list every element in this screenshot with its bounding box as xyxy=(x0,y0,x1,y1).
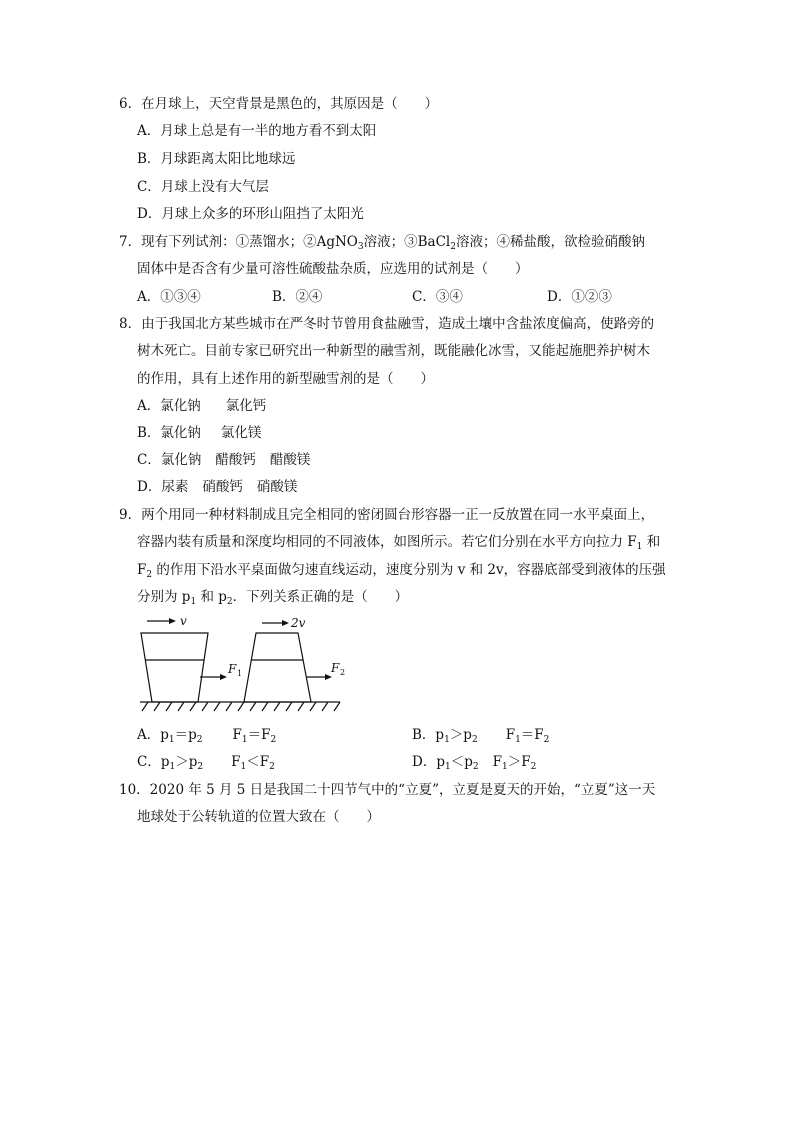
q9-text-part: 的作用下沿水平桌面做匀速直线运动，速度分别为 v 和 2v，容器底部受到液体的压强 xyxy=(152,562,666,578)
left-container xyxy=(141,633,208,702)
q7-option-b: B．②④ xyxy=(272,289,323,305)
option-subscript: 1 xyxy=(240,762,247,772)
option-letter: C． xyxy=(137,452,161,468)
q9-text-part: 和 xyxy=(642,534,661,550)
question-7-line1 xyxy=(119,233,645,251)
q9-option-a xyxy=(137,726,276,744)
q9-text-part: 和 p xyxy=(196,589,227,605)
option-subscript: 1 xyxy=(444,762,451,772)
question-9-line1: 9．两个用同一种材料制成且完全相同的密闭圆台形容器一正一反放置在同一水平桌面上， xyxy=(119,507,655,523)
option-item: 硝酸镁 xyxy=(256,479,298,495)
q7-subscript: 2 xyxy=(450,242,456,252)
question-9-line2 xyxy=(137,533,660,551)
question-6-stem: 6．在月球上，天空背景是黑色的，其原因是（ ） xyxy=(119,96,439,112)
option-subscript: 2 xyxy=(471,735,478,745)
question-8-line2: 树木死亡。目前专家已研究出一种新型的融雪剂，既能融化冰雪，又能起施肥养护树木 xyxy=(137,343,650,359)
q7-text-part: 溶液；③BaCl xyxy=(363,234,451,250)
option-subscript: 1 xyxy=(241,735,248,745)
option-text: ＞p xyxy=(175,754,198,770)
option-text: ＞F xyxy=(507,754,531,770)
option-subscript: 2 xyxy=(530,762,537,772)
q6-option-c: C．月球上没有大气层 xyxy=(137,179,269,195)
q8-option-a xyxy=(137,397,266,415)
label-f1: F xyxy=(228,662,237,676)
option-text: ＞p xyxy=(449,727,472,743)
option-item: 氯化钠 xyxy=(160,425,201,441)
option-subscript: 2 xyxy=(196,735,203,745)
q9-subscript: 2 xyxy=(226,597,233,607)
option-subscript: 1 xyxy=(515,735,521,745)
option-subscript: 2 xyxy=(270,735,277,745)
option-subscript: 1 xyxy=(444,735,450,745)
q6-option-a: A．月球上总是有一半的地方看不到太阳 xyxy=(137,123,377,139)
q9-option-c xyxy=(137,753,275,771)
q9-text-part: ．下列关系正确的是（ ） xyxy=(232,589,409,605)
q7-text-part: 溶液；④稀盐酸，欲检验硝酸钠 xyxy=(455,234,645,250)
option-item: 醋酸镁 xyxy=(269,452,311,468)
option-text: ＝F xyxy=(247,727,271,743)
option-item: 尿素 xyxy=(161,479,189,495)
q6-option-d: D．月球上众多的环形山阻挡了太阳光 xyxy=(137,206,364,222)
question-7-line2: 固体中是否含有少量可溶性硫酸盐杂质，应选用的试剂是（ ） xyxy=(137,261,529,277)
option-subscript: 1 xyxy=(501,762,508,772)
option-subscript: 1 xyxy=(169,762,176,772)
label-f1-sub: 1 xyxy=(237,669,243,678)
q9-option-d xyxy=(412,753,536,771)
q8-option-b xyxy=(137,424,261,442)
option-text: C．p xyxy=(137,754,170,770)
question-8-line3: 的作用，具有上述作用的新型融雪剂的是（ ） xyxy=(137,371,434,387)
option-letter: D． xyxy=(137,479,162,495)
q9-option-b xyxy=(412,726,549,744)
option-letter: B． xyxy=(137,425,161,441)
option-subscript: 2 xyxy=(472,762,479,772)
option-text: F xyxy=(492,754,502,770)
option-item: 氯化镁 xyxy=(220,425,262,441)
option-subscript: 2 xyxy=(197,762,204,772)
q7-text-part: 7．现有下列试剂：①蒸馏水；②AgNO xyxy=(119,234,358,250)
label-v: v xyxy=(180,614,187,628)
option-text: A．p xyxy=(137,727,169,743)
option-subscript: 2 xyxy=(269,762,275,772)
q9-subscript: 1 xyxy=(190,597,197,607)
label-f2-sub: 2 xyxy=(340,668,346,677)
two-containers-figure xyxy=(140,613,350,718)
option-text: ＜F xyxy=(246,754,270,770)
option-letter: A． xyxy=(137,398,161,414)
option-item: 醋酸钙 xyxy=(215,452,256,468)
q7-option-d: D．①②③ xyxy=(547,289,612,305)
q9-text-part: 容器内装有质量和深度均相同的不同液体，如图所示。若它们分别在水平方向拉力 F xyxy=(137,534,637,550)
q8-option-c xyxy=(137,451,310,469)
q7-option-a: A．①③④ xyxy=(137,289,201,305)
option-text: D．p xyxy=(412,754,445,770)
option-item: 氯化钠 xyxy=(160,398,201,414)
q9-text-part: F xyxy=(137,562,147,578)
option-text: F xyxy=(231,754,241,770)
option-text: ＜p xyxy=(450,754,473,770)
question-9-line3 xyxy=(137,561,666,579)
option-subscript: 1 xyxy=(168,735,175,745)
q9-text-part: 分别为 p xyxy=(137,589,191,605)
question-10-line1: 10．2020 年 5 月 5 日是我国二十四节气中的“立夏”，立夏是夏天的开始，“立夏”这一天 xyxy=(119,782,656,798)
question-9-line4 xyxy=(137,588,408,606)
q6-option-b: B．月球距离太阳比地球远 xyxy=(137,151,296,167)
q9-subscript: 2 xyxy=(146,570,153,580)
option-item: 氯化钙 xyxy=(225,398,267,414)
option-text: ＝p xyxy=(174,727,197,743)
option-item: 硝酸钙 xyxy=(202,479,243,495)
question-8-line1: 8．由于我国北方某些城市在严冬时节曾用食盐融雪，造成土壤中含盐浓度偏高，使路旁的 xyxy=(119,316,655,332)
option-text: F xyxy=(505,727,516,743)
option-text: B．p xyxy=(412,727,445,743)
option-text: F xyxy=(232,727,242,743)
option-text: ＝F xyxy=(520,727,544,743)
option-item: 氯化钠 xyxy=(160,452,202,468)
q9-subscript: 1 xyxy=(636,542,643,552)
label-2v: 2v xyxy=(291,616,306,630)
right-container xyxy=(244,633,311,702)
label-f2: F xyxy=(331,661,340,675)
option-subscript: 2 xyxy=(543,735,550,745)
ground-hatching xyxy=(142,702,340,711)
q7-option-c: C．③④ xyxy=(412,289,463,305)
question-10-line2: 地球处于公转轨道的位置大致在（ ） xyxy=(137,809,380,825)
q7-subscript: 3 xyxy=(357,242,364,252)
q8-option-d xyxy=(137,478,297,496)
